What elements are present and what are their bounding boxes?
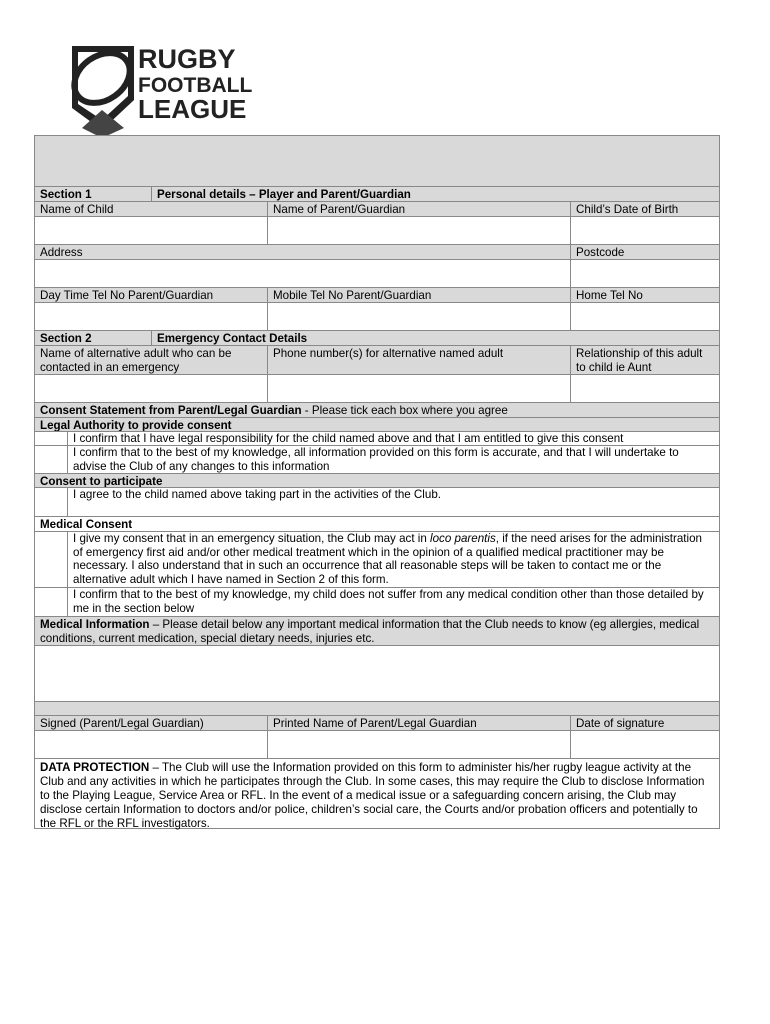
legal-checkbox-2[interactable]: [35, 446, 68, 473]
address-label: Address: [40, 246, 83, 259]
medical-checkbox-2[interactable]: [35, 588, 68, 616]
address-labels: [35, 244, 719, 259]
postcode-label: Postcode: [570, 245, 719, 259]
registration-form: [34, 135, 720, 829]
signature-field[interactable]: [35, 731, 267, 758]
child-name-label: Name of Child: [40, 203, 114, 216]
mobile-tel-label: Mobile Tel No Parent/Guardian: [267, 288, 570, 302]
relationship-label: Relationship of this adult to child ie Aunt: [570, 346, 719, 374]
medical-info-field[interactable]: [35, 645, 719, 701]
printed-name-field[interactable]: [267, 731, 570, 758]
legal-consent-1: I confirm that I have legal responsibility for the child named above and that I am entitled to give this consent: [35, 431, 719, 445]
medical-checkbox-1[interactable]: [35, 532, 68, 587]
section1-labels: [35, 201, 719, 216]
tel-inputs: [35, 302, 719, 330]
participate-heading: Consent to participate: [35, 473, 719, 487]
legal-checkbox-1[interactable]: [35, 432, 68, 445]
parent-name-field[interactable]: [267, 217, 570, 244]
child-dob-label: Child’s Date of Birth: [570, 202, 719, 216]
participate-checkbox[interactable]: [35, 488, 68, 516]
child-name-field[interactable]: [35, 217, 267, 244]
printed-name-label: Printed Name of Parent/Legal Guardian: [267, 716, 570, 730]
home-tel-label: Home Tel No: [570, 288, 719, 302]
alt-adult-field[interactable]: [35, 375, 267, 402]
section2-inputs: [35, 374, 719, 402]
home-tel-field[interactable]: [570, 303, 719, 330]
signature-date-label: Date of signature: [570, 716, 719, 730]
svg-text:FOOTBALL: FOOTBALL: [138, 74, 253, 97]
rfl-shield-icon: [64, 38, 254, 138]
consent-heading: Consent Statement from Parent/Legal Guardian - Please tick each box where you agree: [35, 402, 719, 417]
tel-labels: [35, 287, 719, 302]
data-protection-notice: DATA PROTECTION – The Club will use the Information provided on this form to administer his/her rugby league activity at the Club and any activities in which he participates through the Club. In some cases, this may require the Club to disclose Information to the Playing League, Service Area or RFL. In the event of a medical issue or a safeguarding concern arising, the Club may disclose certain Information to doctors and/or police, children’s social care, the Courts and/or probation officers and potentially to the RFL or the RFL investigators.: [35, 758, 719, 828]
rfl-logo: [64, 38, 254, 138]
legal-consent-2: I confirm that to the best of my knowledge, all information provided on this form is accurate, and that I will undertake to advise the Club of any changes to this information: [35, 445, 719, 473]
section2-label: Section 2: [40, 332, 92, 345]
spacer-row: [35, 701, 719, 715]
section1-header: [35, 186, 719, 201]
child-dob-field[interactable]: [570, 217, 719, 244]
medical-consent-1: I give my consent that in an emergency situation, the Club may act in loco parentis, if the need arises for the administration of emergency first aid and/or other medical treatment which in the opinion of a qualified medical practitioner may be necessary. I also understand that in such an occurrence that all reasonable steps will be taken to contact me or the alternative adult which I have named in Section 2 of this form.: [35, 531, 719, 587]
mobile-tel-field[interactable]: [267, 303, 570, 330]
address-inputs: [35, 259, 719, 287]
section1-inputs-1: [35, 216, 719, 244]
postcode-field[interactable]: [570, 260, 719, 287]
signature-inputs: [35, 730, 719, 758]
participate-consent: I agree to the child named above taking part in the activities of the Club.: [35, 487, 719, 516]
section2-title: Emergency Contact Details: [151, 331, 719, 345]
signed-label: Signed (Parent/Legal Guardian): [40, 717, 204, 730]
signature-date-field[interactable]: [570, 731, 719, 758]
section1-label: Section 1: [40, 188, 92, 201]
medical-consent-heading: Medical Consent: [35, 516, 719, 531]
section2-labels: [35, 345, 719, 374]
medical-consent-2: I confirm that to the best of my knowledge, my child does not suffer from any medical condition other than those detailed by me in the section below: [35, 587, 719, 616]
signature-labels: [35, 715, 719, 730]
address-field[interactable]: [35, 260, 570, 287]
svg-text:RUGBY: RUGBY: [138, 44, 236, 74]
alt-phone-label: Phone number(s) for alternative named adult: [267, 346, 570, 374]
medical-info-heading: Medical Information – Please detail below any important medical information that the Club needs to know (eg allergies, medical conditions, current medication, special dietary needs, injuries etc.: [35, 616, 719, 645]
form-title-area: [35, 136, 719, 186]
alt-adult-label: Name of alternative adult who can be contacted in an emergency: [40, 347, 232, 374]
svg-text:LEAGUE: LEAGUE: [138, 94, 247, 124]
relationship-field[interactable]: [570, 375, 719, 402]
alt-phone-field[interactable]: [267, 375, 570, 402]
section1-title: Personal details – Player and Parent/Guardian: [151, 187, 719, 201]
day-tel-label: Day Time Tel No Parent/Guardian: [40, 289, 214, 302]
parent-name-label: Name of Parent/Guardian: [267, 202, 570, 216]
section2-header: [35, 330, 719, 345]
legal-authority-heading: Legal Authority to provide consent: [35, 417, 719, 431]
day-tel-field[interactable]: [35, 303, 267, 330]
